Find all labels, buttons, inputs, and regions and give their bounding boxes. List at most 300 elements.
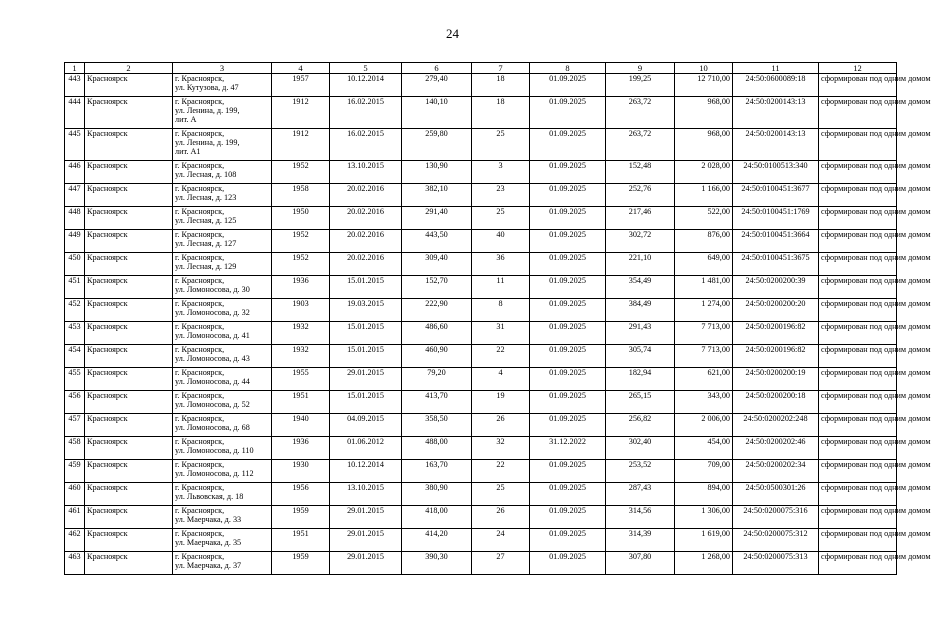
- cell-address: [173, 299, 272, 322]
- cell-cadastral-number: 24:50:0200196:82: [733, 345, 819, 368]
- address-line: г. Красноярск,: [175, 345, 225, 354]
- cell-row-number: 449: [65, 230, 85, 253]
- cell-row-number: 443: [65, 74, 85, 97]
- address-line: ул. Маерчака, д. 33: [175, 515, 242, 524]
- cell-date: 13.10.2015: [330, 161, 402, 184]
- cell-address: [173, 460, 272, 483]
- address-line: г. Красноярск,: [175, 276, 225, 285]
- cell-count: 32: [472, 437, 530, 460]
- cell-city: Красноярск: [85, 506, 173, 529]
- cell-date: 15.01.2015: [330, 276, 402, 299]
- cell-value-9: 263,72: [606, 97, 675, 129]
- table-row: [65, 129, 897, 161]
- cell-row-number: 463: [65, 552, 85, 575]
- address-line: ул. Ломоносова, д. 68: [175, 423, 250, 432]
- cell-year: 1957: [272, 74, 330, 97]
- address-line: ул. Ленина, д. 199,: [175, 138, 240, 147]
- table-row: [65, 299, 897, 322]
- cell-cadastral-number: 24:50:0500301:26: [733, 483, 819, 506]
- cell-row-number: 448: [65, 207, 85, 230]
- address-line: г. Красноярск,: [175, 184, 225, 193]
- cell-area: 413,70: [402, 391, 472, 414]
- cell-city: Красноярск: [85, 345, 173, 368]
- cell-year: 1952: [272, 253, 330, 276]
- cell-date: 29.01.2015: [330, 506, 402, 529]
- address-line: ул. Лесная, д. 123: [175, 193, 237, 202]
- cell-value-10: 649,00: [675, 253, 733, 276]
- cell-row-number: 455: [65, 368, 85, 391]
- cell-date-planned: 01.09.2025: [530, 506, 606, 529]
- cell-address: [173, 97, 272, 129]
- cell-year: 1940: [272, 414, 330, 437]
- cell-status: сформирован под одним домом: [819, 391, 897, 414]
- cell-date: 20.02.2016: [330, 230, 402, 253]
- cell-row-number: 452: [65, 299, 85, 322]
- cell-value-9: 221,10: [606, 253, 675, 276]
- cell-date: 15.01.2015: [330, 391, 402, 414]
- column-header: 1: [65, 63, 85, 74]
- cell-status: сформирован под одним домом: [819, 161, 897, 184]
- cell-date-planned: 01.09.2025: [530, 483, 606, 506]
- address-line: ул. Ломоносова, д. 112: [175, 469, 254, 478]
- cell-count: 18: [472, 97, 530, 129]
- cell-area: 358,50: [402, 414, 472, 437]
- cell-row-number: 444: [65, 97, 85, 129]
- cell-year: 1958: [272, 184, 330, 207]
- table-row: [65, 207, 897, 230]
- cell-address: [173, 129, 272, 161]
- cell-value-10: 968,00: [675, 97, 733, 129]
- cell-count: 25: [472, 483, 530, 506]
- cell-cadastral-number: 24:50:0200075:313: [733, 552, 819, 575]
- cell-city: Красноярск: [85, 299, 173, 322]
- address-line: ул. Ломоносова, д. 44: [175, 377, 250, 386]
- table-row: [65, 414, 897, 437]
- cell-cadastral-number: 24:50:0200196:82: [733, 322, 819, 345]
- cell-status: сформирован под одним домом: [819, 299, 897, 322]
- address-line: ул. Ломоносова, д. 43: [175, 354, 250, 363]
- cell-area: 380,90: [402, 483, 472, 506]
- cell-value-10: 1 268,00: [675, 552, 733, 575]
- cell-date: 16.02.2015: [330, 129, 402, 161]
- cell-date: 16.02.2015: [330, 97, 402, 129]
- cell-count: 25: [472, 129, 530, 161]
- address-line: г. Красноярск,: [175, 97, 225, 106]
- cell-status: сформирован под одним домом: [819, 97, 897, 129]
- cell-address: [173, 529, 272, 552]
- cell-city: Красноярск: [85, 184, 173, 207]
- cell-city: Красноярск: [85, 230, 173, 253]
- cell-address: [173, 322, 272, 345]
- cell-value-10: 2 006,00: [675, 414, 733, 437]
- address-line: ул. Ломоносова, д. 41: [175, 331, 250, 340]
- cell-address: [173, 161, 272, 184]
- cell-value-9: 199,25: [606, 74, 675, 97]
- cell-row-number: 445: [65, 129, 85, 161]
- cell-value-9: 287,43: [606, 483, 675, 506]
- cell-date: 10.12.2014: [330, 74, 402, 97]
- column-header: 4: [272, 63, 330, 74]
- table-row: [65, 74, 897, 97]
- cell-address: [173, 276, 272, 299]
- cell-address: [173, 552, 272, 575]
- cell-row-number: 454: [65, 345, 85, 368]
- cell-value-9: 302,72: [606, 230, 675, 253]
- cell-value-9: 263,72: [606, 129, 675, 161]
- cell-cadastral-number: 24:50:0200075:316: [733, 506, 819, 529]
- cell-date-planned: 01.09.2025: [530, 276, 606, 299]
- cell-address: [173, 437, 272, 460]
- cell-year: 1950: [272, 207, 330, 230]
- column-header: 12: [819, 63, 897, 74]
- header-row: [65, 63, 897, 74]
- cell-address: [173, 368, 272, 391]
- cell-date-planned: 01.09.2025: [530, 74, 606, 97]
- cell-date: 01.06.2012: [330, 437, 402, 460]
- address-line: г. Красноярск,: [175, 483, 225, 492]
- cell-row-number: 457: [65, 414, 85, 437]
- cell-count: 3: [472, 161, 530, 184]
- cell-area: 140,10: [402, 97, 472, 129]
- cell-address: [173, 391, 272, 414]
- cell-status: сформирован под одним домом: [819, 207, 897, 230]
- cell-row-number: 446: [65, 161, 85, 184]
- cell-date-planned: 01.09.2025: [530, 253, 606, 276]
- cell-value-9: 152,48: [606, 161, 675, 184]
- cell-value-10: 7 713,00: [675, 345, 733, 368]
- table-row: [65, 97, 897, 129]
- address-line: ул. Львовская, д. 18: [175, 492, 244, 501]
- cell-value-9: 314,56: [606, 506, 675, 529]
- cell-city: Красноярск: [85, 483, 173, 506]
- cell-row-number: 450: [65, 253, 85, 276]
- cell-city: Красноярск: [85, 460, 173, 483]
- cell-count: 4: [472, 368, 530, 391]
- cell-row-number: 460: [65, 483, 85, 506]
- cell-date-planned: 01.09.2025: [530, 391, 606, 414]
- cell-area: 309,40: [402, 253, 472, 276]
- cell-value-9: 384,49: [606, 299, 675, 322]
- cell-count: 40: [472, 230, 530, 253]
- cell-count: 8: [472, 299, 530, 322]
- cell-value-10: 454,00: [675, 437, 733, 460]
- cell-address: [173, 253, 272, 276]
- cell-value-9: 253,52: [606, 460, 675, 483]
- cell-count: 24: [472, 529, 530, 552]
- cell-date: 20.02.2016: [330, 207, 402, 230]
- table-row: [65, 506, 897, 529]
- cell-area: 163,70: [402, 460, 472, 483]
- cell-cadastral-number: 24:50:0200200:18: [733, 391, 819, 414]
- cell-value-9: 252,76: [606, 184, 675, 207]
- cell-value-10: 7 713,00: [675, 322, 733, 345]
- cell-year: 1936: [272, 276, 330, 299]
- cell-status: сформирован под одним домом: [819, 529, 897, 552]
- cell-status: сформирован под одним домом: [819, 552, 897, 575]
- address-line: ул. Лесная, д. 125: [175, 216, 237, 225]
- address-line: г. Красноярск,: [175, 460, 225, 469]
- cell-value-10: 343,00: [675, 391, 733, 414]
- table-row: [65, 483, 897, 506]
- cell-status: сформирован под одним домом: [819, 230, 897, 253]
- cell-status: сформирован под одним домом: [819, 129, 897, 161]
- cell-row-number: 461: [65, 506, 85, 529]
- address-line: ул. Ленина, д. 199,: [175, 106, 240, 115]
- cell-year: 1959: [272, 506, 330, 529]
- column-header: 3: [173, 63, 272, 74]
- address-line: г. Красноярск,: [175, 322, 225, 331]
- cell-address: [173, 230, 272, 253]
- cell-row-number: 462: [65, 529, 85, 552]
- address-line: ул. Ломоносова, д. 30: [175, 285, 250, 294]
- cell-date-planned: 01.09.2025: [530, 460, 606, 483]
- cell-count: 18: [472, 74, 530, 97]
- address-line: лит. А: [175, 115, 197, 124]
- cell-value-9: 354,49: [606, 276, 675, 299]
- cell-row-number: 456: [65, 391, 85, 414]
- cell-status: сформирован под одним домом: [819, 460, 897, 483]
- cell-area: 279,40: [402, 74, 472, 97]
- cell-value-10: 968,00: [675, 129, 733, 161]
- cell-city: Красноярск: [85, 74, 173, 97]
- cell-value-9: 256,82: [606, 414, 675, 437]
- cell-date-planned: 01.09.2025: [530, 529, 606, 552]
- cell-row-number: 451: [65, 276, 85, 299]
- cell-year: 1952: [272, 230, 330, 253]
- cell-date: 20.02.2016: [330, 184, 402, 207]
- cell-city: Красноярск: [85, 552, 173, 575]
- cell-area: 486,60: [402, 322, 472, 345]
- cell-date-planned: 01.09.2025: [530, 97, 606, 129]
- cell-city: Красноярск: [85, 391, 173, 414]
- cell-year: 1951: [272, 529, 330, 552]
- cell-count: 22: [472, 345, 530, 368]
- address-line: г. Красноярск,: [175, 161, 225, 170]
- table-row: [65, 391, 897, 414]
- table-row: [65, 437, 897, 460]
- address-line: ул. Маерчака, д. 35: [175, 538, 242, 547]
- cell-year: 1932: [272, 322, 330, 345]
- cell-year: 1930: [272, 460, 330, 483]
- cell-area: 443,50: [402, 230, 472, 253]
- cell-value-9: 305,74: [606, 345, 675, 368]
- cell-area: 414,20: [402, 529, 472, 552]
- cell-value-10: 522,00: [675, 207, 733, 230]
- address-line: г. Красноярск,: [175, 552, 225, 561]
- cell-date-planned: 01.09.2025: [530, 230, 606, 253]
- cell-value-10: 1 619,00: [675, 529, 733, 552]
- cell-date: 15.01.2015: [330, 322, 402, 345]
- table-row: [65, 529, 897, 552]
- cell-year: 1912: [272, 129, 330, 161]
- address-line: г. Красноярск,: [175, 207, 225, 216]
- cell-value-10: 621,00: [675, 368, 733, 391]
- cell-city: Красноярск: [85, 529, 173, 552]
- cell-city: Красноярск: [85, 322, 173, 345]
- address-line: ул. Лесная, д. 108: [175, 170, 237, 179]
- address-line: ул. Ломоносова, д. 32: [175, 308, 250, 317]
- column-header: 6: [402, 63, 472, 74]
- cell-area: 488,00: [402, 437, 472, 460]
- cell-value-10: 876,00: [675, 230, 733, 253]
- cell-year: 1956: [272, 483, 330, 506]
- column-header: 7: [472, 63, 530, 74]
- column-header: 2: [85, 63, 173, 74]
- cell-city: Красноярск: [85, 161, 173, 184]
- cell-date-planned: 31.12.2022: [530, 437, 606, 460]
- address-line: г. Красноярск,: [175, 368, 225, 377]
- address-line: г. Красноярск,: [175, 506, 225, 515]
- buildings-table: [64, 62, 931, 575]
- cell-date-planned: 01.09.2025: [530, 345, 606, 368]
- table-body: [65, 74, 931, 575]
- cell-city: Красноярск: [85, 97, 173, 129]
- cell-date-planned: 01.09.2025: [530, 299, 606, 322]
- cell-status: сформирован под одним домом: [819, 276, 897, 299]
- cell-address: [173, 414, 272, 437]
- cell-city: Красноярск: [85, 276, 173, 299]
- address-line: г. Красноярск,: [175, 253, 225, 262]
- address-line: ул. Ломоносова, д. 52: [175, 400, 250, 409]
- table-row: [65, 460, 897, 483]
- cell-city: Красноярск: [85, 368, 173, 391]
- table-row: [65, 368, 897, 391]
- column-header: 10: [675, 63, 733, 74]
- cell-value-9: 182,94: [606, 368, 675, 391]
- cell-area: 222,90: [402, 299, 472, 322]
- cell-date: 29.01.2015: [330, 368, 402, 391]
- cell-area: 418,00: [402, 506, 472, 529]
- cell-date-planned: 01.09.2025: [530, 129, 606, 161]
- cell-value-10: 1 306,00: [675, 506, 733, 529]
- cell-cadastral-number: 24:50:0100513:340: [733, 161, 819, 184]
- table-row: [65, 276, 897, 299]
- cell-address: [173, 74, 272, 97]
- cell-cadastral-number: 24:50:0200075:312: [733, 529, 819, 552]
- cell-count: 26: [472, 506, 530, 529]
- table-row: [65, 184, 897, 207]
- cell-status: сформирован под одним домом: [819, 184, 897, 207]
- cell-city: Красноярск: [85, 129, 173, 161]
- cell-status: сформирован под одним домом: [819, 368, 897, 391]
- cell-row-number: 459: [65, 460, 85, 483]
- cell-count: 36: [472, 253, 530, 276]
- cell-value-9: 265,15: [606, 391, 675, 414]
- address-line: г. Красноярск,: [175, 74, 225, 83]
- cell-city: Красноярск: [85, 253, 173, 276]
- cell-date-planned: 01.09.2025: [530, 207, 606, 230]
- cell-date: 13.10.2015: [330, 483, 402, 506]
- cell-cadastral-number: 24:50:0200202:248: [733, 414, 819, 437]
- cell-address: [173, 184, 272, 207]
- cell-year: 1951: [272, 391, 330, 414]
- cell-value-10: 894,00: [675, 483, 733, 506]
- cell-date: 15.01.2015: [330, 345, 402, 368]
- address-line: г. Красноярск,: [175, 414, 225, 423]
- cell-year: 1932: [272, 345, 330, 368]
- address-line: ул. Лесная, д. 129: [175, 262, 237, 271]
- cell-year: 1955: [272, 368, 330, 391]
- cell-area: 382,10: [402, 184, 472, 207]
- cell-date-planned: 01.09.2025: [530, 414, 606, 437]
- cell-date: 29.01.2015: [330, 529, 402, 552]
- cell-status: сформирован под одним домом: [819, 506, 897, 529]
- cell-count: 31: [472, 322, 530, 345]
- cell-cadastral-number: 24:50:0200200:20: [733, 299, 819, 322]
- cell-address: [173, 345, 272, 368]
- cell-value-10: 709,00: [675, 460, 733, 483]
- cell-cadastral-number: 24:50:0200200:19: [733, 368, 819, 391]
- cell-area: 152,70: [402, 276, 472, 299]
- cell-cadastral-number: 24:50:0200200:39: [733, 276, 819, 299]
- cell-date: 19.03.2015: [330, 299, 402, 322]
- cell-city: Красноярск: [85, 437, 173, 460]
- address-line: г. Красноярск,: [175, 529, 225, 538]
- cell-value-10: 12 710,00: [675, 74, 733, 97]
- cell-date: 29.01.2015: [330, 552, 402, 575]
- table-row: [65, 345, 897, 368]
- cell-date-planned: 01.09.2025: [530, 322, 606, 345]
- cell-status: сформирован под одним домом: [819, 74, 897, 97]
- cell-date-planned: 01.09.2025: [530, 368, 606, 391]
- address-line: г. Красноярск,: [175, 129, 225, 138]
- cell-cadastral-number: 24:50:0200202:34: [733, 460, 819, 483]
- cell-city: Красноярск: [85, 414, 173, 437]
- cell-value-10: 2 028,00: [675, 161, 733, 184]
- column-header: 11: [733, 63, 819, 74]
- cell-date: 10.12.2014: [330, 460, 402, 483]
- cell-address: [173, 506, 272, 529]
- cell-area: 259,80: [402, 129, 472, 161]
- cell-value-10: 1 481,00: [675, 276, 733, 299]
- cell-year: 1912: [272, 97, 330, 129]
- cell-area: 291,40: [402, 207, 472, 230]
- address-line: г. Красноярск,: [175, 391, 225, 400]
- address-line: г. Красноярск,: [175, 299, 225, 308]
- cell-city: Красноярск: [85, 207, 173, 230]
- table-row: [65, 322, 897, 345]
- cell-count: 26: [472, 414, 530, 437]
- cell-cadastral-number: 24:50:0200202:46: [733, 437, 819, 460]
- address-line: г. Красноярск,: [175, 230, 225, 239]
- cell-row-number: 458: [65, 437, 85, 460]
- cell-area: 130,90: [402, 161, 472, 184]
- column-header: 9: [606, 63, 675, 74]
- cell-date-planned: 01.09.2025: [530, 161, 606, 184]
- cell-date-planned: 01.09.2025: [530, 184, 606, 207]
- address-line: ул. Кутузова, д. 47: [175, 83, 239, 92]
- cell-value-10: 1 274,00: [675, 299, 733, 322]
- cell-year: 1936: [272, 437, 330, 460]
- page-number: 24: [446, 26, 459, 41]
- cell-status: сформирован под одним домом: [819, 345, 897, 368]
- address-line: лит. А1: [175, 147, 201, 156]
- cell-row-number: 447: [65, 184, 85, 207]
- column-header: 8: [530, 63, 606, 74]
- cell-address: [173, 483, 272, 506]
- cell-date: 20.02.2016: [330, 253, 402, 276]
- cell-value-9: 217,46: [606, 207, 675, 230]
- cell-year: 1959: [272, 552, 330, 575]
- cell-cadastral-number: 24:50:0100451:3677: [733, 184, 819, 207]
- cell-status: сформирован под одним домом: [819, 483, 897, 506]
- cell-cadastral-number: 24:50:0100451:1769: [733, 207, 819, 230]
- cell-date-planned: 01.09.2025: [530, 552, 606, 575]
- table-row: [65, 253, 897, 276]
- cell-count: 27: [472, 552, 530, 575]
- cell-value-9: 291,43: [606, 322, 675, 345]
- cell-cadastral-number: 24:50:0200143:13: [733, 97, 819, 129]
